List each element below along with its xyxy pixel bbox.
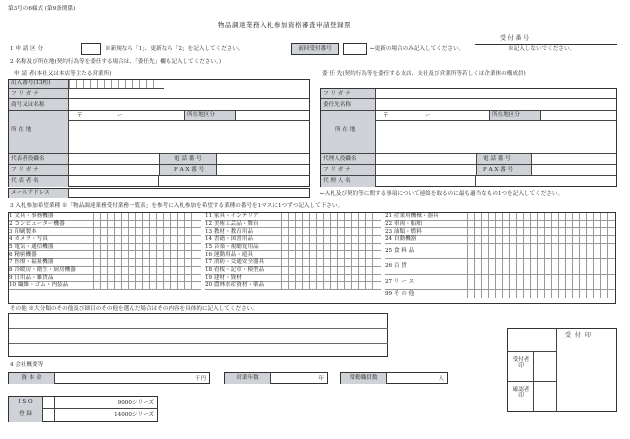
agent-title-label: 代理人役職名 [321, 154, 376, 165]
postal-mark: 〒 [77, 113, 83, 119]
furigana-label: フ リ ガ ナ [9, 89, 69, 99]
rep-furigana-label: フ リ ガ ナ [9, 165, 69, 176]
rep-furigana-input[interactable] [69, 165, 159, 176]
iso-9000-check[interactable] [43, 397, 55, 409]
receipt-stamp[interactable] [556, 343, 617, 412]
industry-row[interactable]: 8 冷暖房・衛生・厨房機器 [9, 267, 201, 275]
sec2-label: 2 名称及び所在地(契約行為等を委任する場合は、「委任先」欄も記入してください。) [10, 59, 222, 65]
industry-row[interactable]: 6 精密機器 [9, 251, 201, 259]
industry-row[interactable]: 13 教材・教育用品 [205, 228, 381, 236]
industry-row[interactable]: 22 車両・船舶 [385, 221, 615, 229]
receipt-underline [475, 44, 617, 45]
email-row [8, 188, 310, 198]
address-input[interactable] [69, 121, 310, 154]
industry-row[interactable]: 11 家具・インテリア [205, 213, 381, 221]
staff-label: 常勤職員数 [341, 373, 387, 384]
delegate-tel-label: 電 話 番 号 [476, 154, 532, 165]
delegate-address-input[interactable] [376, 121, 617, 154]
industry-row[interactable]: 19 建材・資材 [205, 275, 381, 283]
delegate-table [320, 88, 617, 187]
rep-title-input[interactable] [69, 154, 159, 165]
years-label: 営業年数 [225, 373, 271, 384]
agent-name-label: 代 理 人 名 [321, 176, 376, 187]
checker-stamp[interactable] [534, 381, 556, 412]
agent-name-input[interactable] [376, 176, 476, 187]
industry-row[interactable]: 10 繊維・ゴム・内装品 [9, 282, 201, 290]
staff-unit: 人 [438, 376, 444, 382]
stamp-area [507, 328, 617, 412]
rep-name-input[interactable] [69, 176, 159, 187]
form-title: 物品調達業務入札参加資格審査申請登録票 [218, 21, 351, 29]
industry-row[interactable]: 17 消防・交通安全器具 [205, 259, 381, 267]
industry-row[interactable]: 27 リ ー ス [385, 275, 615, 290]
stamp-title: 受 付 印 [565, 332, 592, 339]
delegate-fax-input[interactable] [532, 165, 617, 176]
delegate-name-input[interactable] [376, 99, 617, 111]
receipt-number-label: 受付番号 [500, 35, 531, 42]
address-label: 所 在 地 [9, 111, 69, 154]
furigana-input[interactable] [69, 89, 310, 99]
industry-row[interactable]: 20 農林水産資材・薬品 [205, 282, 381, 290]
agent-furigana-label: フ リ ガ ナ [321, 165, 376, 176]
postal-dash: ー [117, 113, 123, 119]
delegate-postal-dash: ー [425, 113, 431, 119]
entrant-no-input[interactable] [69, 80, 164, 89]
industry-row[interactable]: 9 日用品・雑貨品 [9, 275, 201, 283]
delegate-name-label: 委任先名称 [321, 99, 376, 111]
tel-label: 電 話 番 号 [159, 154, 217, 165]
rep-title-label: 代表者役職名 [9, 154, 69, 165]
tel-input[interactable] [217, 154, 310, 165]
other-input[interactable] [8, 313, 388, 357]
email-input[interactable] [69, 189, 310, 198]
applicant-label: 申 請 者(本社又は本店等主たる営業所) [14, 71, 112, 77]
applicant-table [8, 79, 310, 187]
sec1-note: ※新規なら「1」、更新なら「2」を記入してください。 [105, 46, 244, 52]
no-fill-note: ※記入しないでください。 [508, 46, 576, 52]
email-label: メールアドレス [9, 189, 69, 198]
fax-input[interactable] [217, 165, 310, 176]
industry-row[interactable]: 15 音楽・視聴覚用品 [205, 244, 381, 252]
delegate-region-label: 所在地区分 [489, 111, 541, 120]
sec3-label: 3 入札参加希望業種 ※「物品調達業務受付業務一覧表」を参考に入札参加を希望する業種の番号を1マスに1つずつ記入して下さい。 [10, 203, 344, 209]
industry-row[interactable]: 12 美術工芸品・舞台 [205, 221, 381, 229]
years-unit: 年 [318, 376, 324, 382]
staff-row [340, 372, 448, 384]
industry-row[interactable]: 23 油類・燃料 [385, 228, 615, 236]
prev-no-note: ←更新の場合のみ記入してください。 [370, 46, 465, 52]
agent-furigana-input[interactable] [376, 165, 476, 176]
delegate-label: 委 任 先(契約行為等を委任する支店、支社及び営業所等若しくは企業体の構成員) [322, 71, 526, 77]
capital-row [8, 372, 210, 384]
rep-name-label: 代 表 者 名 [9, 176, 69, 187]
company-input[interactable] [69, 99, 310, 111]
fax-label: F A X 番 号 [159, 165, 217, 176]
years-row [224, 372, 328, 384]
region-label: 所在地区分 [184, 111, 236, 120]
iso-label: I S O 登 録 [9, 397, 43, 422]
industry-row[interactable]: 3 印刷製本 [9, 228, 201, 236]
industry-row[interactable]: 99 そ の 他 [385, 290, 615, 298]
delegate-furigana-label: フ リ ガ ナ [321, 89, 376, 99]
receiver-label: 受付者印 [512, 357, 530, 370]
staff-input[interactable] [387, 373, 437, 384]
prev-no-label: 前回受付番号 [291, 43, 339, 55]
delegate-postal-mark: 〒 [383, 113, 389, 119]
industry-col3 [385, 213, 615, 298]
industry-col2 [205, 213, 381, 290]
industry-row[interactable]: 14 書籍・図書用品 [205, 236, 381, 244]
industry-row[interactable]: 21 産業用機械・器具 [385, 213, 615, 221]
industry-row[interactable]: 1 文具・事務機器 [9, 213, 201, 221]
industry-row[interactable]: 26 百 貨 [385, 259, 615, 274]
capital-label: 資 本 金 [9, 373, 55, 384]
years-input[interactable] [271, 373, 317, 384]
delegate-furigana-input[interactable] [376, 89, 617, 99]
company-label: 商号又は名称 [9, 99, 69, 111]
other-note: その他 ※大分類のその他及び細目のその他を選んだ場合はその内容を具体的に記入してください。 [10, 306, 258, 312]
delegate-tel-input[interactable] [532, 154, 617, 165]
industry-row[interactable]: 5 電気・通信機器 [9, 244, 201, 252]
iso-9000-label: 9000シリーズ [55, 397, 158, 409]
entrant-no-label: 出入番号(13桁) [9, 80, 69, 89]
delegate-address-label: 所 在 地 [321, 111, 376, 154]
industry-row[interactable]: 7 医療・福祉機器 [9, 259, 201, 267]
industry-row[interactable]: 16 運動用品・遊具 [205, 251, 381, 259]
industry-row[interactable]: 25 食 料 品 [385, 244, 615, 259]
iso-table [8, 396, 158, 422]
industry-row[interactable]: 4 カメラ・写真 [9, 236, 201, 244]
agent-title-input[interactable] [376, 154, 476, 165]
application-type-input[interactable] [81, 43, 101, 55]
industry-row[interactable]: 24 自動機器 [385, 236, 615, 244]
industry-row[interactable]: 2 コンピューター機器 [9, 221, 201, 229]
prev-no-input[interactable] [343, 43, 367, 55]
region-input[interactable] [236, 111, 310, 120]
delegate-fax-label: F A X 番 号 [476, 165, 532, 176]
capital-input[interactable] [55, 373, 195, 384]
form-number: 第3号の6様式 (第9条関係) [8, 6, 76, 12]
sec4-label: 4 会社概要等 [10, 362, 44, 368]
delegate-region-input[interactable] [541, 111, 617, 120]
iso-14000-check[interactable] [43, 409, 55, 422]
capital-unit: 千円 [194, 376, 206, 382]
receiver-stamp[interactable] [534, 351, 556, 381]
checker-label: 確認者印 [512, 387, 530, 400]
industry-row[interactable]: 18 看板・記章・模型品 [205, 267, 381, 275]
industry-col1 [9, 213, 201, 290]
email-note: ←入札及び契約等に関する事項について連絡を取るのに最も適当なもの1つを記入してください。 [320, 191, 564, 197]
iso-14000-label: 14000シリーズ [114, 412, 154, 418]
sec1-label: 1 申 請 区 分 [10, 46, 44, 52]
